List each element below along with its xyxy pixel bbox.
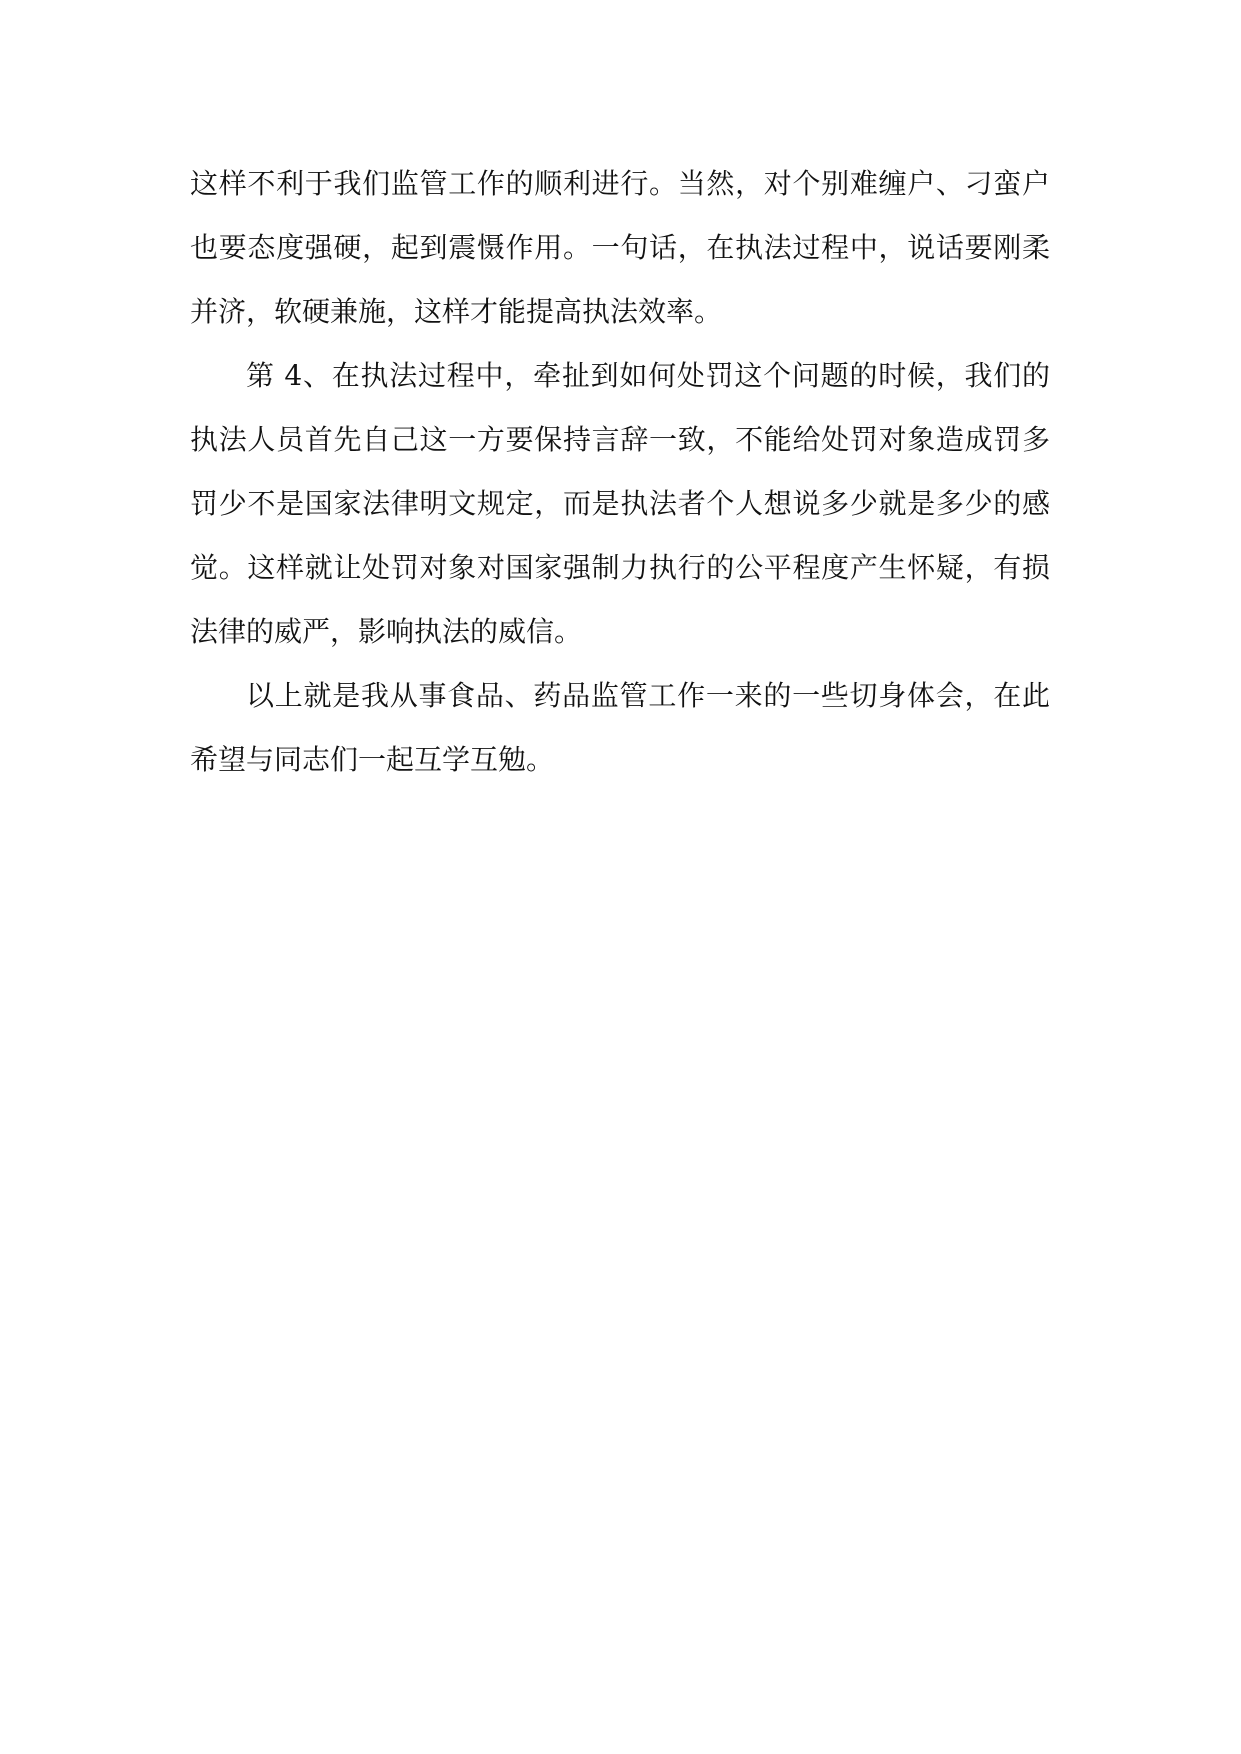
- text-line: 也要态度强硬，起到震慑作用。一句话，在执法过程中，说话要刚柔: [190, 231, 1050, 264]
- text-line: 罚少不是国家法律明文规定，而是执法者个人想说多少就是多少的感: [190, 487, 1050, 520]
- text-line: 第 4、在执法过程中，牵扯到如何处罚这个问题的时候，我们的: [246, 359, 1050, 392]
- paragraph-1: [190, 152, 1050, 344]
- paragraph-2: [190, 344, 1050, 664]
- document-body: [190, 152, 1050, 792]
- text-line: 法律的威严，影响执法的威信。: [190, 615, 583, 648]
- text-line: 这样不利于我们监管工作的顺利进行。当然，对个别难缠户、刁蛮户: [190, 167, 1050, 200]
- text-line: 以上就是我从事食品、药品监管工作一来的一些切身体会，在此: [246, 679, 1050, 712]
- paragraph-3: [190, 664, 1050, 792]
- text-line: 希望与同志们一起互学互勉。: [190, 743, 555, 776]
- text-line: 执法人员首先自己这一方要保持言辞一致，不能给处罚对象造成罚多: [190, 423, 1050, 456]
- text-line: 并济，软硬兼施，这样才能提高执法效率。: [190, 295, 723, 328]
- text-line: 觉。这样就让处罚对象对国家强制力执行的公平程度产生怀疑，有损: [190, 551, 1050, 584]
